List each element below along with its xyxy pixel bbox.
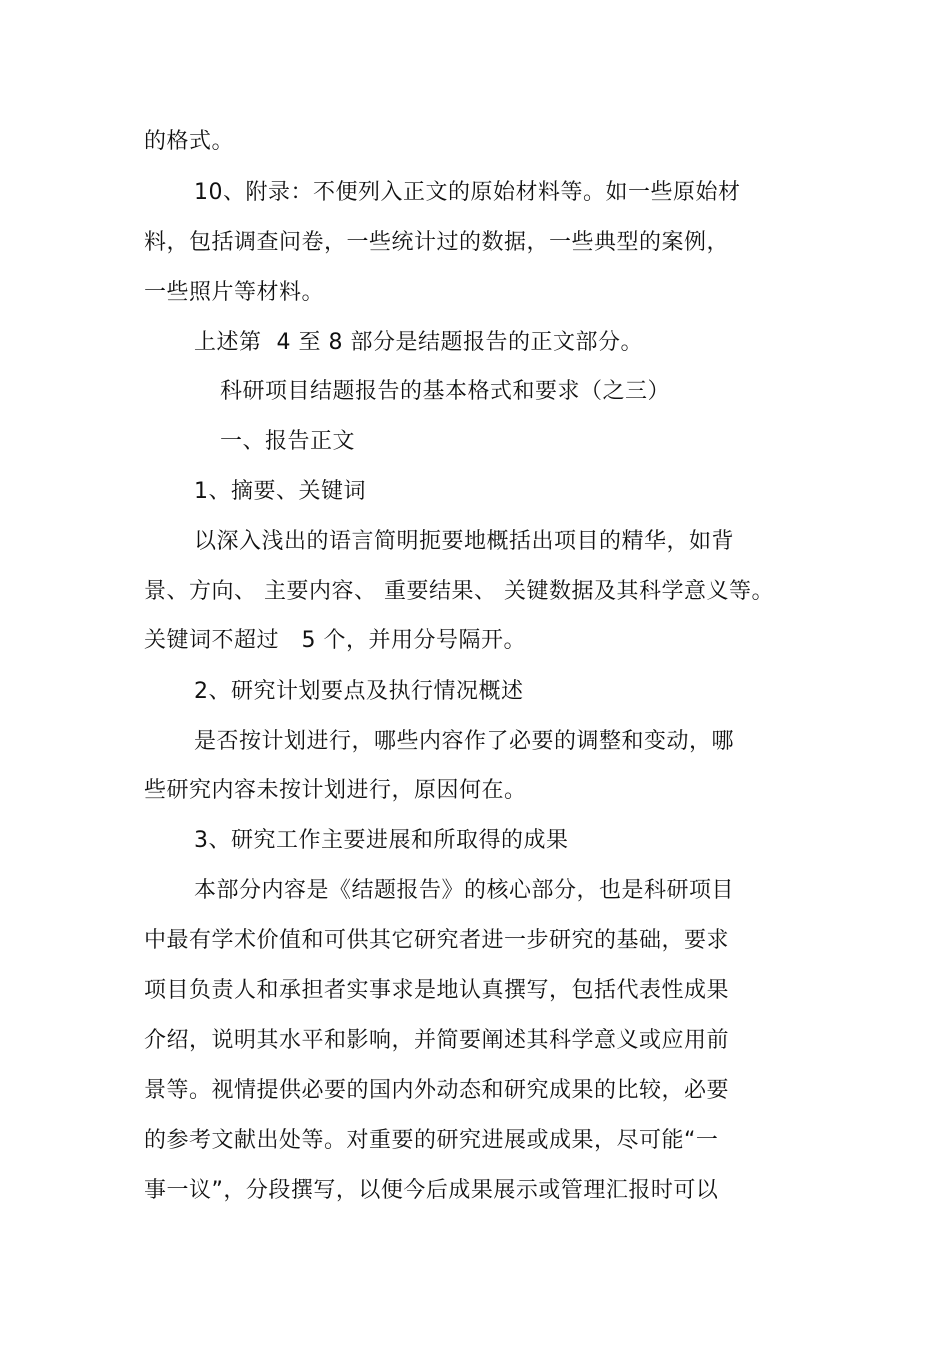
text-line: 本部分内容是《结题报告》的核心部分，也是科研项目 bbox=[194, 878, 735, 903]
text-line: 是否按计划进行，哪些内容作了必要的调整和变动，哪 bbox=[194, 729, 735, 754]
text-line: 介绍，说明其水平和影响，并简要阐述其科学意义或应用前 bbox=[144, 1028, 730, 1053]
text-line: 10、附录：不便列入正文的原始材料等。如一些原始材 bbox=[194, 180, 741, 205]
subsection-heading: 1、摘要、关键词 bbox=[194, 479, 366, 504]
text-line: 料，包括调查问卷，一些统计过的数据，一些典型的案例， bbox=[144, 230, 730, 255]
text-line: 以深入浅出的语言简明扼要地概括出项目的精华，如背 bbox=[194, 529, 735, 554]
text-line: 景等。视情提供必要的国内外动态和研究成果的比较，必要 bbox=[144, 1078, 730, 1103]
text-line: 中最有学术价值和可供其它研究者进一步研究的基础，要求 bbox=[144, 928, 730, 953]
text-line: 景、方向、 主要内容、 重要结果、 关键数据及其科学意义等。 bbox=[144, 579, 774, 604]
text-line: 关键词不超过 5 个，并用分号隔开。 bbox=[144, 628, 526, 653]
section-heading: 一、报告正文 bbox=[220, 429, 356, 454]
text-line: 些研究内容未按计划进行，原因何在。 bbox=[144, 778, 527, 803]
text-line: 一些照片等材料。 bbox=[144, 280, 325, 305]
text-line: 项目负责人和承担者实事求是地认真撰写，包括代表性成果 bbox=[144, 978, 730, 1003]
text-line: 事一议”，分段撰写，以便今后成果展示或管理汇报时可以 bbox=[144, 1178, 719, 1203]
text-line: 的格式。 bbox=[144, 129, 235, 154]
text-line: 的参考文献出处等。对重要的研究进展或成果，尽可能“一 bbox=[144, 1128, 719, 1153]
text-line: 上述第 4 至 8 部分是结题报告的正文部分。 bbox=[194, 330, 643, 355]
subsection-heading: 2、研究计划要点及执行情况概述 bbox=[194, 679, 524, 704]
subsection-heading: 3、研究工作主要进展和所取得的成果 bbox=[194, 828, 569, 853]
section-title: 科研项目结题报告的基本格式和要求（之三） bbox=[220, 379, 671, 404]
